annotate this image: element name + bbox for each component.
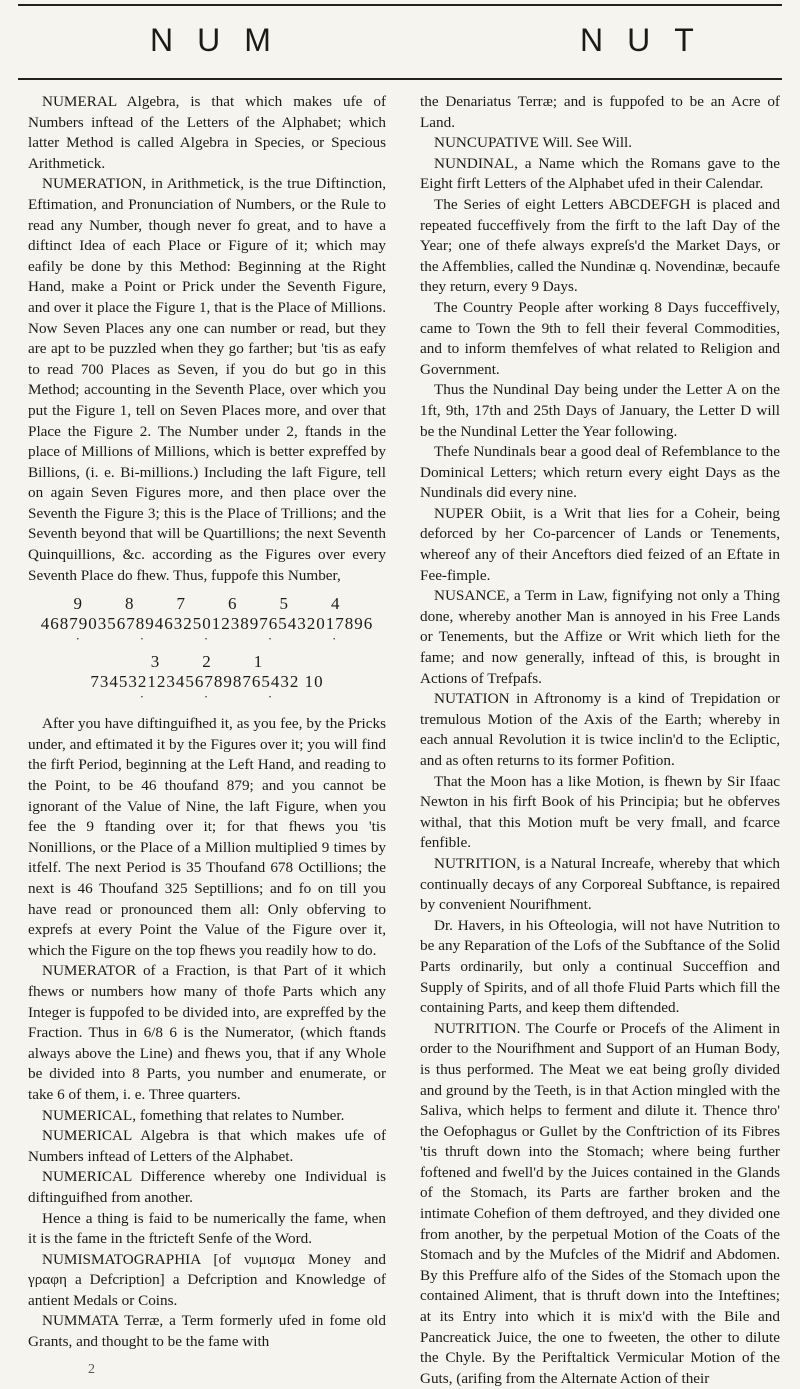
entry-nuncupative: NUNCUPATIVE Will. See Will. bbox=[434, 134, 633, 152]
entry-numerator: NUMERATOR of a Fraction, is that Part of it which fhews or numbers how many of thofe Parts which any Integer is fuppofed to be divided into, are expreffed by the Fraction. Thus in 6/8 6 is the Numerator, (which ftands always above the Line) and fhews you, that if any Whole be divided into 8 Parts, you number and enumerate, or take 6 of them, i. e. Three quarters. bbox=[28, 962, 386, 1103]
entry-numerical: NUMERICAL, fomething that relates to Number. bbox=[42, 1106, 345, 1124]
entry-nutation-moon: That the Moon has a like Motion, is fhewn by Sir Ifaac Newton in his firft Book of his Principia; but he obferves withal, that this Motion muft be very fmall, and fcarce fenfible. bbox=[420, 772, 780, 852]
right-column bbox=[420, 92, 780, 1389]
entry-nuper-obiit: NUPER Obiit, is a Writ that lies for a Coheir, being deforced by her Co-parcencer of Lands or Tenements, whereof any of their Anceftors died feized of an Eftate in Fee-fimple. bbox=[420, 504, 780, 584]
entry-nundinal-resemblance: Thefe Nundinals bear a good deal of Refemblance to the Dominical Letters; which return every eight Days as the Nundinals did every nine. bbox=[420, 443, 780, 502]
entry-nummata-cont: the Denariatus Terræ; and is fuppofed to be an Acre of Land. bbox=[420, 93, 780, 131]
entry-nundinal-country: The Country People after working 8 Days fucceffively, came to Town the 9th to fell their feveral Commodities, and to inform themfelves of what related to Religion and Government. bbox=[420, 298, 780, 378]
entry-nutrition-havers: Dr. Havers, in his Ofteologia, will not have Nutrition to be any Reparation of the Lofs of the Subftance of the Solid Parts ordinarily, but only a continual Succeffion and Supply of Spirits, and of all thofe Fluid Parts which fill the containing Parts, and keep them diftended. bbox=[420, 916, 780, 1017]
number-digits-1: 46879035678946325012389765432017896 bbox=[40, 614, 374, 634]
header-rule bbox=[18, 78, 782, 80]
number-digits-2: 7345321234567898765432 10 bbox=[90, 672, 324, 692]
period-markers-1: 9 8 7 6 5 4 bbox=[73, 594, 341, 614]
left-column bbox=[28, 92, 386, 1353]
running-header bbox=[0, 22, 800, 62]
pricks-2: · · · bbox=[139, 689, 275, 705]
entry-nusance: NUSANCE, a Term in Law, fignifying not only a Thing done, whereby another Man is annoyed in his Free Lands or Tenements, but the Affize or Writ which lieth for the fame; and now generally, inftead of this, is brought in Actions of Trefpafs. bbox=[420, 587, 780, 687]
entry-nummata: NUMMATA Terræ, a Term formerly ufed in fome old Grants, and thought to be the fame with bbox=[28, 1312, 386, 1351]
entry-nundinal: NUNDINAL, a Name which the Romans gave to the Eight firft Letters of the Alphabet ufed in their Calendar. bbox=[420, 154, 780, 193]
header-right-word: NUT bbox=[580, 22, 718, 58]
entry-nundinal-day: Thus the Nundinal Day being under the Letter A on the 1ft, 9th, 17th and 25th Days of January, the Letter D will be the Nundinal Letter the Year following. bbox=[420, 381, 780, 440]
signature-mark: 2 bbox=[88, 1362, 95, 1377]
entry-numeration: NUMERATION, in Arithmetick, is the true Diftinction, Eftimation, and Pronunciation of Numbers, or the Rule to read any Number, though never fo great, and to have a diftinct Idea of each Place or Figure of it; which may eafily be done by this Method: Beginning at the Right Hand, make a Point or Prick under the Seventh Figure, and over it place the Figure 1, that is the Place of Millions. Now Seven Places any one can number or read, but they are apt to be puzzled when they go farther; but 'tis as eafy to read 700 Places as Seven, if you do but go in this Method; accounting in the Seventh Place, over which you put the Figure 1, tell on Seven Places more, and over that Place the Figure 2. The Number under 2, ftands in the place of Millions of Millions, which is better expreffed by Billions, (i. e. Bi-millions.) Including the laft Figure, tell on again Seven Figures more, and then place over the Seventh the Figure 3; this is the Place of Trillions; and the Seventh beyond that will be Quartillions; the next Seventh Quinquillions, &c. according as the Figures over every Seventh Place do fhew. Thus, fuppofe this Number, bbox=[28, 175, 386, 584]
entry-numerical-difference: NUMERICAL Difference whereby one Individual is diftinguifhed from another. bbox=[28, 1168, 386, 1206]
entry-numerical-algebra: NUMERICAL Algebra is that which makes ufe of Numbers inftead of Letters of the Alphabet. bbox=[28, 1127, 386, 1165]
entry-numerical-hence: Hence a thing is faid to be numerically the fame, when it is the fame in the ftricteft Senfe of the Word. bbox=[28, 1209, 386, 1248]
top-rule bbox=[18, 4, 782, 6]
entry-nutrition: NUTRITION, is a Natural Increafe, whereby that which continually decays of any Corporeal Subftance, is repaired by convenient Nourifhment. bbox=[420, 854, 780, 914]
entry-nutrition-course: NUTRITION. The Courfe or Procefs of the Aliment in order to the Nourifhment and Support of an Human Body, is thus performed. The Meat we eat being groſly divided and ground by the Teeth, is in that Action mingled with the Saliva, which helps to ferment and dilute it. Thence thro' the Oefophagus or Gullet by the Conftriction of its Fibres 'tis thruft down into the Stomach; where being further foftened and fwell'd by the Juices contained in the Glands of the Stomach, its Parts are farther broken and the intimate Cohefion of them deftroyed, and they divided one from another, by the perpetual Motion of the Coats of the Stomach and by the Mufcles of the Midrif and Abdomen. By this Preffure alfo of the Sides of the Stomach upon the contained Aliment, that is thruft down into the Inteftines; at its Entry into which it is mix'd with the Bile and Pancreatick Juice, the one to fweeten, the other to dilute the Chyle. By the Periftaltick Vermicular Motion of the Guts, (arifing from the Alternate Action of their bbox=[420, 1019, 780, 1387]
pricks-1: · · · · · bbox=[75, 631, 339, 647]
entry-nutation: NUTATION in Aftronomy is a kind of Trepidation or tremulous Motion of the Axis of the Earth; whereby in each annual Revolution it is twice inclin'd to the Ecliptic, and as often returns to its former Pofition. bbox=[420, 690, 780, 769]
number-example-1 bbox=[28, 594, 386, 647]
entry-nundinal-series: The Series of eight Letters ABCDEFGH is placed and repeated fucceffively from the firft to the laft Day of the Year; one of thefe always expreſs'd the Market Days, or the Affemblies, called the Nundinæ q. Novendinæ, becaufe they return, every 9 Days. bbox=[420, 195, 780, 296]
period-markers-2: 3 2 1 bbox=[150, 652, 264, 672]
header-left-word: NUM bbox=[150, 22, 295, 58]
number-example-2 bbox=[28, 652, 386, 705]
entry-numeration-cont: After you have diftinguifhed it, as you fee, by the Pricks under, and eftimated it by the Figures over it; you will find the firft Period, beginning at the Left Hand, and reading to the Point, to be 46 thoufand 879; and you cannot be ignorant of the Value of Nine, the laft Figure, when you fee the 9 ftanding over it; for that fhews you 'tis Nonillions, or the Place of a Million multiplied 9 times by itfelf. The next Period is 35 Thoufand 678 Octillions; the next is 46 Thoufand 325 Septillions; and fo on till you have read or pronounced them all: Only obferving to exprefs at every Point the Value of the Figure over it, which the Figure on the top fhews you readily how to do. bbox=[28, 715, 386, 959]
entry-numismatographia: NUMISMATOGRAPHIA [of νυμισμα Money and γραφη a Defcription] a Defcription and Knowledge of antient Medals or Coins. bbox=[28, 1250, 386, 1309]
entry-numeral-algebra: NUMERAL Algebra, is that which makes ufe of Numbers inftead of the Letters of the Alphabet; which latter Method is called Algebra in Species, or Specious Arithmetick. bbox=[28, 93, 386, 172]
